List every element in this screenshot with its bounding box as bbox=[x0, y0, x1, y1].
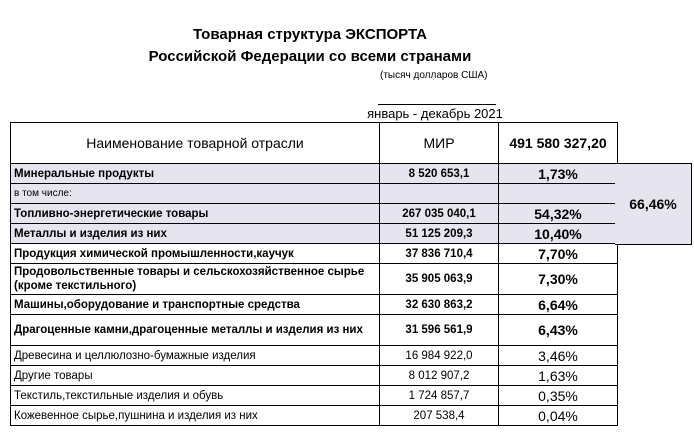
table-header bbox=[11, 123, 618, 164]
table-row bbox=[11, 346, 618, 366]
row-name: в том числе: bbox=[11, 184, 380, 204]
row-value: 51 125 209,3 bbox=[380, 224, 499, 244]
row-value: 207 538,4 bbox=[380, 406, 499, 426]
row-share: 54,32% bbox=[499, 204, 618, 224]
row-name: Продовольственные товары и сельскохозяйственное сырье (кроме текстильного) bbox=[11, 264, 380, 295]
row-value: 1 724 857,7 bbox=[380, 386, 499, 406]
row-name: Другие товары bbox=[11, 366, 380, 386]
row-name: Топливно-энергетические товары bbox=[11, 204, 380, 224]
table-row bbox=[11, 204, 618, 224]
table-row bbox=[11, 244, 618, 264]
table-row bbox=[11, 295, 618, 315]
row-name: Древесина и целлюлозно-бумажные изделия bbox=[11, 346, 380, 366]
row-name: Кожевенное сырье,пушнина и изделия из них bbox=[11, 406, 380, 426]
row-value: 8 012 907,2 bbox=[380, 366, 499, 386]
row-name: Машины,оборудование и транспортные средства bbox=[11, 295, 380, 315]
row-share: 1,73% bbox=[499, 164, 618, 184]
row-value: 35 905 063,9 bbox=[380, 264, 499, 295]
row-name: Текстиль,текстильные изделия и обувь bbox=[11, 386, 380, 406]
title-line-1: Товарная структура ЭКСПОРТА bbox=[192, 26, 428, 43]
units-label: (тысяч долларов США) bbox=[380, 70, 488, 81]
row-name: Драгоценные камни,драгоценные металлы и изделия из них bbox=[11, 315, 380, 346]
row-share: 3,46% bbox=[499, 346, 618, 366]
table-row bbox=[11, 224, 618, 244]
row-name: Металлы и изделия из них bbox=[11, 224, 380, 244]
header-name: Наименование товарной отрасли bbox=[11, 123, 380, 164]
period-divider bbox=[378, 104, 496, 105]
row-value: 31 596 561,9 bbox=[380, 315, 499, 346]
title-line-2: Российской Федерации со всеми странами bbox=[148, 48, 472, 65]
row-share: 0,35% bbox=[499, 386, 618, 406]
row-value bbox=[380, 184, 499, 204]
row-value: 37 836 710,4 bbox=[380, 244, 499, 264]
row-name: Продукция химической промышленности,каучук bbox=[11, 244, 380, 264]
table-row bbox=[11, 386, 618, 406]
row-value: 8 520 653,1 bbox=[380, 164, 499, 184]
table-row bbox=[11, 366, 618, 386]
row-share: 1,63% bbox=[499, 366, 618, 386]
export-structure-table bbox=[10, 122, 618, 426]
table-row bbox=[11, 315, 618, 346]
row-share bbox=[499, 184, 618, 204]
row-name: Минеральные продукты bbox=[11, 164, 380, 184]
period-label: январь - декабрь 2021 bbox=[367, 106, 503, 121]
row-share: 6,43% bbox=[499, 315, 618, 346]
row-value: 32 630 863,2 bbox=[380, 295, 499, 315]
table-row bbox=[11, 184, 618, 204]
header-total: 491 580 327,20 bbox=[499, 123, 618, 164]
row-share: 7,30% bbox=[499, 264, 618, 295]
row-share: 7,70% bbox=[499, 244, 618, 264]
row-value: 267 035 040,1 bbox=[380, 204, 499, 224]
row-share: 10,40% bbox=[499, 224, 618, 244]
mineral-share-total: 66,46% bbox=[615, 163, 692, 245]
table-row bbox=[11, 406, 618, 426]
row-value: 16 984 922,0 bbox=[380, 346, 499, 366]
table-row bbox=[11, 164, 618, 184]
header-world: МИР bbox=[380, 123, 499, 164]
row-share: 0,04% bbox=[499, 406, 618, 426]
row-share: 6,64% bbox=[499, 295, 618, 315]
table-row bbox=[11, 264, 618, 295]
